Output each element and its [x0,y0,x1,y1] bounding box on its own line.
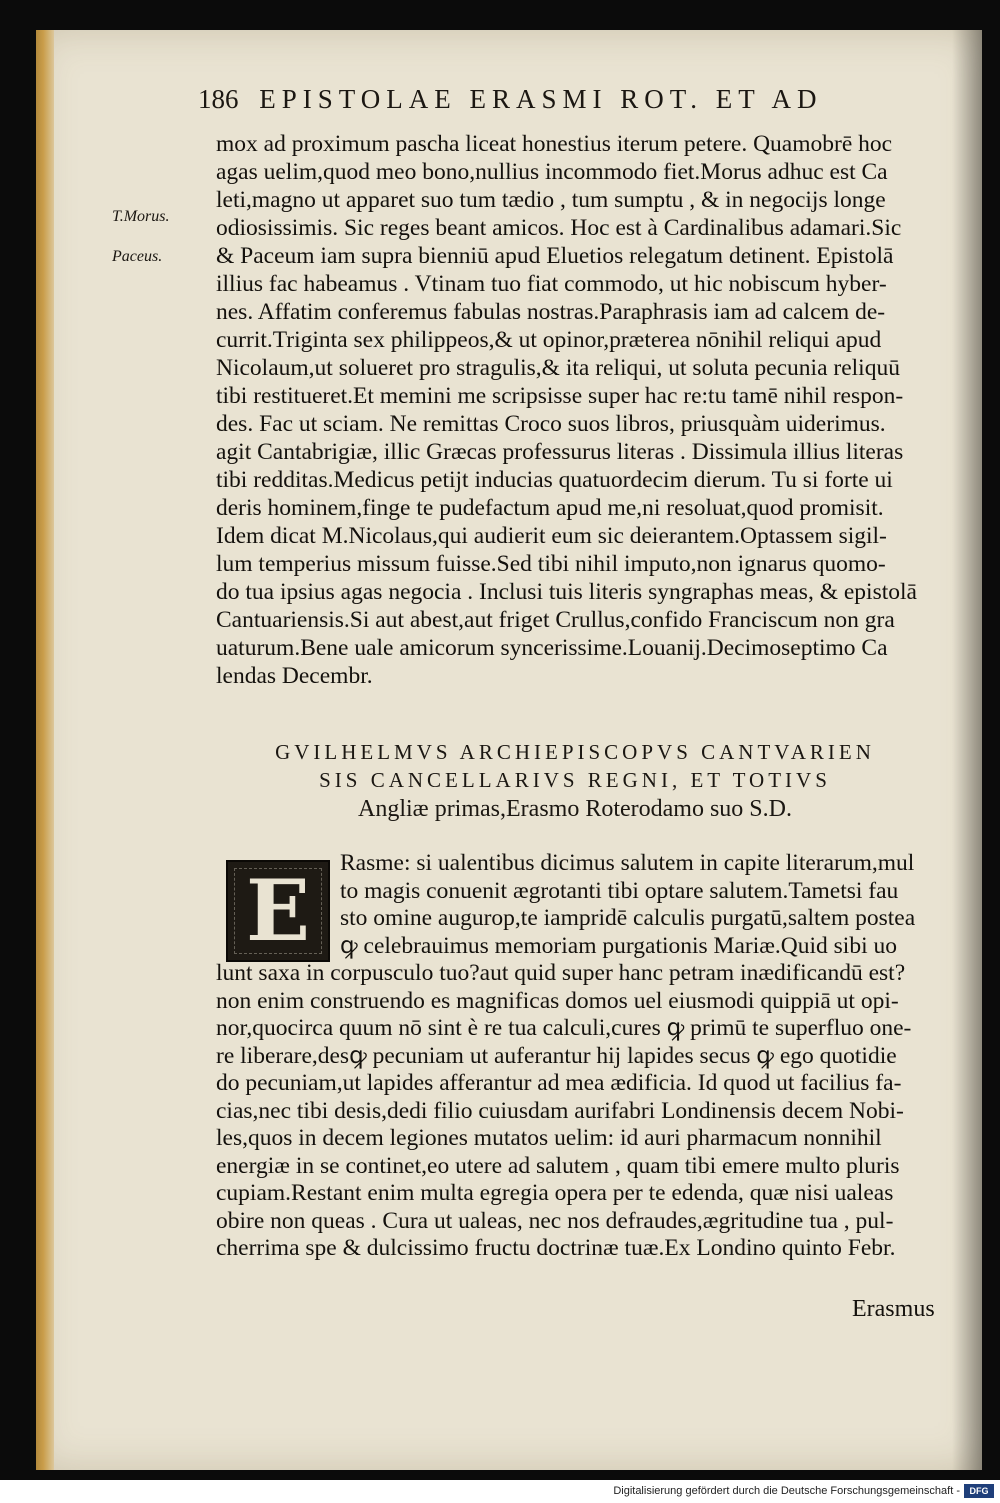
text-line: cupiam.Restant enim multa egregia opera per te edenda, quæ nisi ualeas [216,1180,894,1206]
text-line: cherrima spe & dulcissimo fructu doctrinæ tuæ.Ex Londino quinto Febr. [216,1235,896,1261]
text-line: do tua ipsius agas negocia . Inclusi tuis literis syngraphas meas, & epistolā [216,579,917,605]
text-line: lunt saxa in corpusculo tuo?aut quid super hanc petram inædificandū est? [216,960,906,986]
text-line: agas uelim,quod meo bono,nullius incommodo fiet.Morus adhuc est Ca [216,159,888,185]
text-line: cias,nec tibi desis,dedi filio cuiusdam aurifabri Londinensis decem Nobi- [216,1097,904,1124]
text-line: Nicolaum,ut solueret pro stragulis,& ita reliqui, ut soluta pecunia reliquū [216,355,900,381]
text-line: sto omine augurор,te iampridē calculis purgatū,saltem postea [340,905,916,931]
text-line: to magis conuenit ægrotanti tibi optare salutem.Tametsi fau [340,877,899,904]
text-line: Cantuariensis.Si aut abest,aut friget Crullus,confido Franciscum non gra [216,607,895,633]
heading-line-3: Angliæ primas,Erasmo Roterodamo suo S.D. [358,796,792,822]
text-line: do pecuniam,ut lapides afferantur ad mea ædificia. Id quod ut facilius fa- [216,1070,902,1096]
catchword: Erasmus [852,1296,935,1322]
heading-line-2: SIS CANCELLARIVS REGNI, ET TOTIVS [319,768,831,792]
gutter-shadow [952,30,982,1470]
heading-line-1: GVILHELMVS ARCHIEPISCOPVS CANTVARIEN [275,740,875,764]
marginal-note-morus: T.Morus. [112,208,170,225]
text-line: re liberare,desꝙ pecuniam ut auferantur hij lapides secus ꝙ ego quotidie [216,1042,897,1069]
running-title: EPISTOLAE ERASMI ROT. ET AD [259,84,823,114]
marginal-note-paceus: Paceus. [112,248,163,265]
text-line: nor,quocirca quum nō sint è re tua calculi,cures ꝙ primū te superfluo one- [216,1015,912,1041]
letter-2-text [216,850,930,1263]
page-number: 186 [198,84,239,114]
footer-credit: Digitalisierung gefördert durch die Deutsche Forschungsgemeinschaft - [613,1485,960,1497]
running-head [198,84,918,115]
text-line: ꝙ celebrauimus memoriam purgationis Mariæ.Quid sibi uo [340,932,897,959]
text-line: odiosissimis. Sic reges beant amicos. Hoc est à Cardinalibus adamari.Sic [216,215,902,241]
text-line: uaturum.Bene uale amicorum syncerissime.Louanij.Decimoseptimo Ca [216,635,888,661]
text-line: energiæ in se continet,eo utere ad salutem , quam tibi emere multo pluris [216,1152,900,1179]
text-line: agit Cantabrigiæ, illic Græcas professurus literas . Dissimula illius literas [216,439,904,465]
text-line: Idem dicat M.Nicolaus,qui audierit eum sic deierantem.Optassem sigil- [216,523,887,549]
text-line: currit.Triginta sex philippeos,& ut opinor,præterea nōnihil reliqui apud [216,327,882,353]
text-line: nes. Affatim conferemus fabulas nostras.Paraphrasis iam ad calcem de- [216,299,886,325]
text-line: obire non queas . Cura ut ualeas, nec nos defraudes,ægritudine tua , pul- [216,1207,894,1234]
text-line: des. Fac ut sciam. Ne remittas Croco suos libros, priusquàm uiderimus. [216,411,886,437]
text-line: les,quos in decem legiones mutatos uelim: id auri pharmacum nonnihil [216,1125,882,1151]
text-line: lendas Decembr. [216,663,373,689]
text-line: & Paceum iam supra bienniū apud Eluetios relegatum detinent. Epistolā [216,243,894,269]
text-line: lum temperius missum fuisse.Sed tibi nihil imputo,non ignarus quomo- [216,551,886,577]
text-line: tibi restitueret.Et memini me scripsisse super hac re:tu tamē nihil respon- [216,383,904,409]
initial-letter: E [245,861,311,960]
text-line: leti,magno ut apparet suo tum tædio , tum sumptu , & in negocijs longe [216,187,886,213]
text-line: deris hominem,finge te pudefactum apud me,ni resoluat,quod promisit. [216,495,884,521]
letter-2-heading [220,738,930,824]
text-line: illius fac habeamus . Vtinam tuo fiat commodo, ut hic nobiscum hyber- [216,271,887,297]
text-line: non enim construendo es magnificas domos uel eiusmodi quippiā ut opi- [216,987,899,1014]
page-edge [36,30,54,1470]
text-line: mox ad proximum pascha liceat honestius iterum petere. Quamobrē hoc [216,131,893,157]
text-line: Rasme: si ualentibus dicimus salutem in capite literarum,mul [340,850,915,876]
dfg-logo: DFG [964,1484,994,1498]
letter-1-text [216,130,930,690]
text-line: tibi redditas.Medicus petijt inducias quatuordecim dierum. Tu si forte ui [216,467,893,493]
